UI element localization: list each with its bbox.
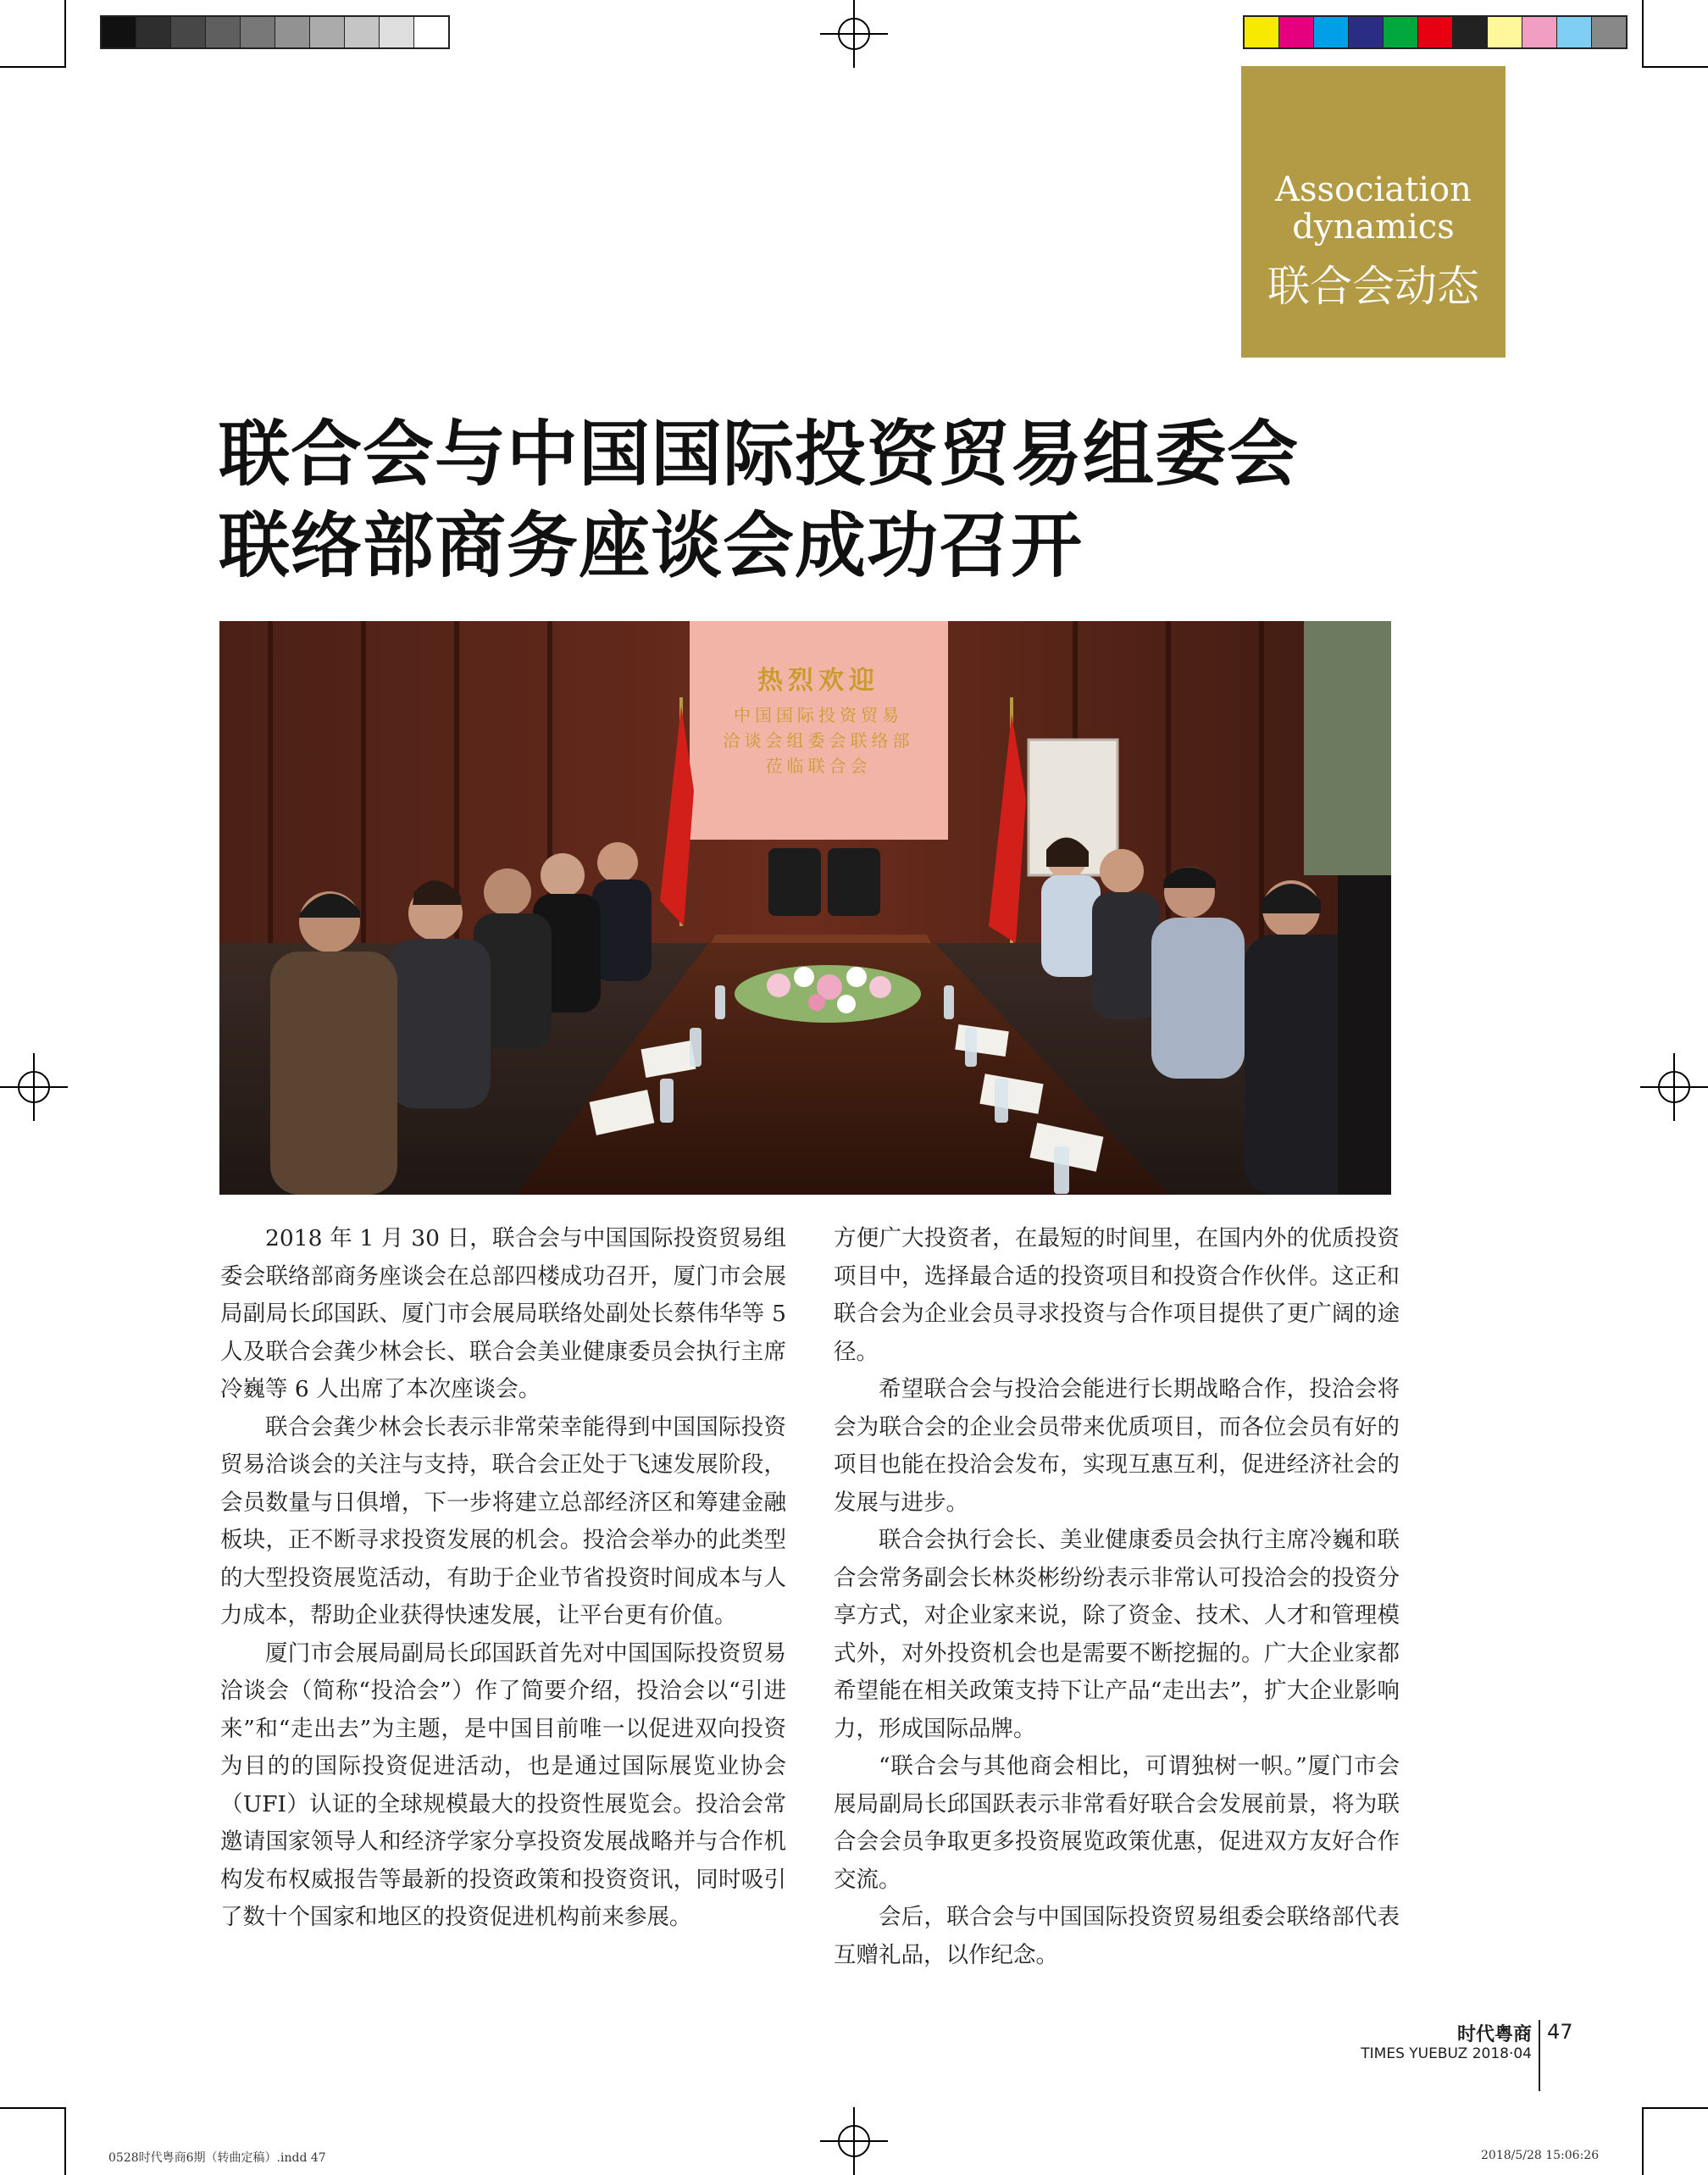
registration-mark-right	[1640, 1053, 1708, 1121]
headline-line-1: 联合会与中国国际投资贸易组委会	[219, 413, 1300, 496]
headline-line-2: 联络部商务座谈会成功召开	[219, 504, 1084, 587]
banner-line-4: 莅临联合会	[765, 756, 872, 776]
article-paragraph: “联合会与其他商会相比，可谓独树一帜。”厦门市会展局副局长邱国跃表示非常看好联合会发展前景，将为联合会会员争取更多投资展览政策优惠，促进双方友好合作交流。	[834, 1753, 1400, 1893]
article-column-right	[834, 1220, 1400, 1974]
color-bar	[1243, 15, 1628, 49]
section-tab	[1241, 66, 1506, 358]
banner-line-3: 洽谈会组委会联络部	[723, 730, 914, 751]
magazine-name-english: TIMES YUEBUZ 2018·04	[1361, 2045, 1532, 2062]
section-title-english: Association dynamics	[1275, 170, 1472, 247]
banner-line-1: 热烈欢迎	[757, 666, 879, 696]
print-slug-timestamp: 2018/5/28 15:06:26	[1481, 2149, 1600, 2162]
print-slug-filename: 0528时代粤商6期（转曲定稿）.indd 47	[108, 2151, 326, 2165]
magazine-name-chinese: 时代粤商	[1456, 2024, 1532, 2045]
page-number: 47	[1547, 2020, 1573, 2044]
article-column-left	[220, 1220, 786, 1937]
registration-mark-left	[0, 1053, 68, 1121]
meeting-photo	[219, 621, 1391, 1195]
article-paragraph: 联合会龚少林会长表示非常荣幸能得到中国国际投资贸易洽谈会的关注与支持，联合会正处于飞速发展阶段，会员数量与日俱增，下一步将建立总部经济区和筹建金融板块，正不断寻求投资发展的机会。投洽会举办的此类型的大型投资展览活动，有助于企业节省投资时间成本与人力成本，帮助企业获得快速发展，让平台更有价值。	[220, 1413, 786, 1628]
section-title-chinese: 联合会动态	[1267, 262, 1479, 311]
meeting-photo-illustration	[219, 621, 1391, 1195]
footer-divider	[1539, 2020, 1540, 2091]
article-paragraph: 会后，联合会与中国国际投资贸易组委会联络部代表互赠礼品，以作纪念。	[834, 1904, 1400, 1968]
article-paragraph: 厦门市会展局副局长邱国跃首先对中国国际投资贸易洽谈会（简称“投洽会”）作了简要介绍，投洽会以“引进来”和“走出去”为主题，是中国目前唯一以促进双向投资为目的的国际投资促进活动，也是通过国际展览业协会（UFI）认证的全球规模最大的投资性展览会。投洽会常邀请国家领导人和经济学家分享投资发展战略并与合作机构发布权威报告等最新的投资政策和投资资讯，同时吸引了数十个国家和地区的投资促进机构前来参展。	[220, 1640, 786, 1930]
registration-mark-bottom	[820, 2107, 888, 2175]
article-paragraph-continued: 方便广大投资者，在最短的时间里，在国内外的优质投资项目中，选择最合适的投资项目和投资合作伙伴。这正和联合会为企业会员寻求投资与合作项目提供了更广阔的途径。	[834, 1225, 1400, 1365]
article-paragraph: 2018 年 1 月 30 日，联合会与中国国际投资贸易组委会联络部商务座谈会在总部四楼成功召开，厦门市会展局副局长邱国跃、厦门市会展局联络处副处长蔡伟华等 5 人及联合会龚少林会长、联合会美业健康委员会执行主席冷巍等 6 人出席了本次座谈会。	[220, 1225, 786, 1402]
article-paragraph: 希望联合会与投洽会能进行长期战略合作，投洽会将会为联合会的企业会员带来优质项目，而各位会员有好的项目也能在投洽会发布，实现互惠互利，促进经济社会的发展与进步。	[834, 1376, 1400, 1516]
article-headline	[219, 408, 1506, 591]
registration-mark-top	[820, 0, 888, 68]
grayscale-bar	[100, 15, 450, 49]
article-paragraph: 联合会执行会长、美业健康委员会执行主席冷巍和联合会常务副会长林炎彬纷纷表示非常认可投洽会的投资分享方式，对企业家来说，除了资金、技术、人才和管理模式外，对外投资机会也是需要不断挖掘的。广大企业家都希望能在相关政策支持下让产品“走出去”，扩大企业影响力，形成国际品牌。	[834, 1527, 1400, 1742]
banner-line-2: 中国国际投资贸易	[734, 705, 903, 725]
flower-centerpiece	[735, 965, 921, 1023]
